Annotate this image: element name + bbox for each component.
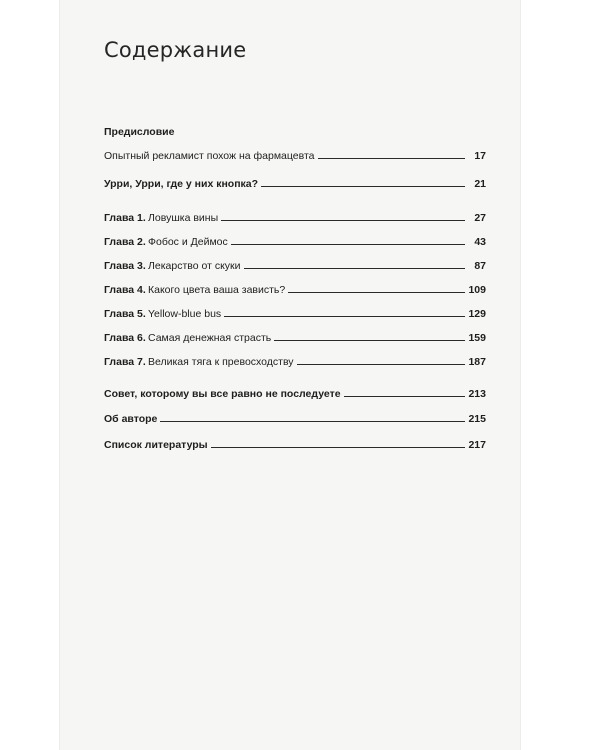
chapter-number: Глава 4. (104, 284, 146, 296)
dot-leader (211, 446, 465, 448)
toc-entry-intro (104, 174, 486, 190)
dot-leader (244, 267, 465, 269)
toc-entry-title: Лекарство от скуки (148, 260, 241, 272)
toc-entry-page: 87 (474, 260, 486, 272)
toc-entry-page: 215 (468, 413, 486, 425)
toc-entry-page: 213 (468, 388, 486, 400)
page-title: Содержание (104, 38, 247, 62)
chapter-number: Глава 3. (104, 260, 146, 272)
dot-leader (160, 420, 465, 422)
dot-leader (221, 219, 465, 221)
chapter-number: Глава 6. (104, 332, 146, 344)
toc-entry-about-author (104, 409, 486, 425)
toc-entry-title: Какого цвета ваша зависть? (148, 284, 286, 296)
toc-entry-title: Опытный рекламист похож на фармацевта (104, 150, 315, 162)
chapter-number: Глава 7. (104, 356, 146, 368)
book-page (60, 0, 520, 750)
toc-entry-page: 109 (468, 284, 486, 296)
dot-leader (224, 315, 465, 317)
dot-leader (274, 339, 465, 341)
dot-leader (297, 363, 465, 365)
toc-entry-bibliography (104, 435, 486, 451)
chapter-number: Глава 5. (104, 308, 146, 320)
toc-entry-advice (104, 384, 486, 400)
toc-entry-title: Совет, которому вы все равно не последуете (104, 388, 341, 400)
chapter-number: Глава 1. (104, 212, 146, 224)
toc-entry-chapter-1 (104, 208, 486, 224)
toc-entry-title: Об авторе (104, 413, 158, 425)
toc-entry-chapter-2 (104, 232, 486, 248)
toc-entry-title: Великая тяга к превосходству (148, 356, 294, 368)
dot-leader (344, 395, 465, 397)
toc-entry-title: Ловушка вины (148, 212, 219, 224)
toc-entry-preface (104, 146, 486, 162)
toc-entry-page: 217 (468, 439, 486, 451)
toc-entry-chapter-7 (104, 352, 486, 368)
chapter-number: Глава 2. (104, 236, 146, 248)
toc-entry-title: Yellow-blue bus (148, 308, 222, 320)
toc-entry-chapter-6 (104, 328, 486, 344)
toc-entry-chapter-3 (104, 256, 486, 272)
toc-entry-page: 43 (474, 236, 486, 248)
dot-leader (231, 243, 465, 245)
toc-entry-page: 159 (468, 332, 486, 344)
toc-entry-chapter-4 (104, 280, 486, 296)
toc-entry-title: Фобос и Деймос (148, 236, 228, 248)
toc-entry-page: 17 (474, 150, 486, 162)
toc-entry-page: 129 (468, 308, 486, 320)
toc-entry-chapter-5 (104, 304, 486, 320)
dot-leader (261, 185, 465, 187)
toc-entry-title: Список литературы (104, 439, 208, 451)
toc-entry-page: 21 (474, 178, 486, 190)
dot-leader (288, 291, 465, 293)
preface-heading: Предисловие (104, 126, 175, 138)
toc-entry-page: 27 (474, 212, 486, 224)
toc-entry-page: 187 (468, 356, 486, 368)
show-through-text (90, 0, 520, 750)
dot-leader (318, 157, 465, 159)
toc-entry-title: Самая денежная страсть (148, 332, 272, 344)
toc-entry-title: Урри, Урри, где у них кнопка? (104, 178, 259, 190)
